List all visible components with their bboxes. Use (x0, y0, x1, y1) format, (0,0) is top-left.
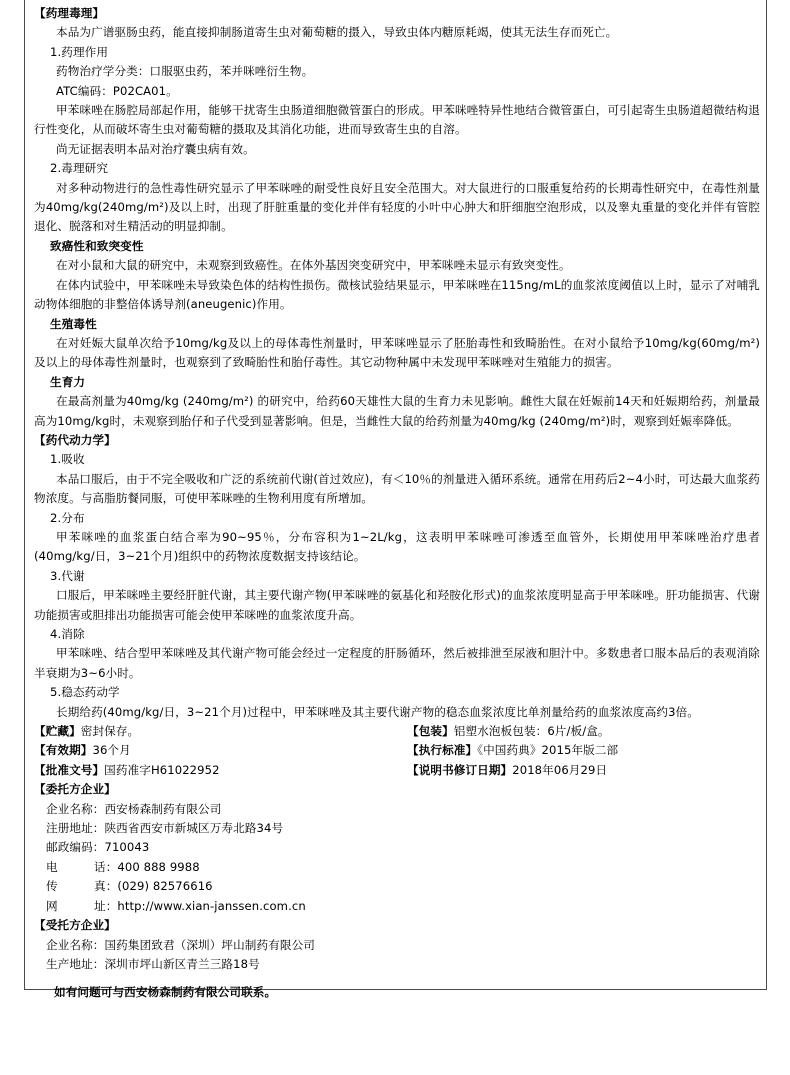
spec-row-approval-revision (34, 761, 760, 780)
entrusting-company-address-value: 陕西省西安市新城区万寿北路34号 (104, 821, 284, 836)
spec-packaging-value: 铝塑水泡板包装：6片/板/盒。 (453, 724, 610, 739)
entrusting-company-fax (34, 877, 760, 896)
spec-shelf-life-value: 36个月 (92, 743, 131, 758)
pharmacological-action-paragraph-3: 甲苯咪唑在肠腔局部起作用，能够干扰寄生虫肠道细胞微管蛋白的形成。甲苯咪唑特异性地结合微管蛋白，可引起寄生虫肠道超微结构退行性变化，从而破坏寄生虫对葡萄糖的摄取及其消化功能，进而导致寄生虫的自溶。 (34, 103, 760, 137)
fertility-paragraph-1: 在最高剂量为40mg/kg (240mg/m²) 的研究中，给药60天雄性大鼠的生育力未见影响。雌性大鼠在妊娠前14天和妊娠期给药，剂量最高为10mg/kg时，未观察到胎仔和子代受到显著影响。但是，当雌性大鼠的给药剂量为40mg/kg (240mg/m²)时，观察到妊娠率降低。 (34, 394, 760, 428)
spec-storage-value: 密封保存。 (80, 724, 140, 739)
subsection-heading-toxicology-research: 2.毒理研究 (50, 161, 109, 176)
entrusting-company-phone (34, 858, 760, 877)
spec-approval-number (34, 761, 397, 780)
subsection-heading-distribution: 2.分布 (50, 510, 85, 525)
entrusting-company-address-label: 注册地址： (46, 821, 105, 836)
spec-shelf-life (34, 741, 397, 760)
spec-storage (34, 722, 397, 741)
entrusted-company-name-label: 企业名称： (46, 937, 105, 952)
pharmacological-action-paragraph-1: 药物治疗学分类：口服驱虫药，苯并咪唑衍生物。 (56, 64, 314, 79)
entrusting-company-postcode-value: 710043 (104, 840, 150, 855)
entrusting-company-phone-value: 400 888 9988 (117, 859, 200, 874)
spec-storage-key: 【贮藏】 (34, 724, 81, 739)
topic-heading-reproductive-toxicity: 生殖毒性 (50, 316, 97, 331)
entrusting-company-postcode-label: 邮政编码： (46, 840, 105, 855)
spec-row-shelflife-standard (34, 741, 760, 760)
spec-packaging-key: 【包装】 (407, 724, 454, 739)
toxicology-research-paragraph-1: 对多种动物进行的急性毒性研究显示了甲苯咪唑的耐受性良好且安全范围大。对大鼠进行的口服重复给药的长期毒性研究中，在毒性剂量为40mg/kg(240mg/m²)及以上时，出现了肝脏重量的变化并伴有轻度的小叶中心肿大和肝细胞空泡形成，以及睾丸重量的变化并伴有管腔退化、脱落和对生精活动的明显抑制。 (34, 180, 760, 234)
carcinogenicity-paragraph-2: 在体内试验中，甲苯咪唑未导致染色体的结构性损伤。微核试验结果显示，甲苯咪唑在115ng/mL的血浆浓度阈值以上时，显示了对哺乳动物体细胞的非整倍体诱导剂(aneugenic)作用。 (34, 277, 760, 312)
entrusting-company-website-separator: 址： (94, 898, 118, 913)
entrusted-company-production-address-value: 深圳市坪山新区青兰三路18号 (104, 956, 260, 971)
spec-approval-number-value: 国药准字H61022952 (104, 762, 220, 777)
subsection-heading-steady-state: 5.稳态药动学 (50, 685, 120, 700)
spec-row-storage-packaging (34, 722, 760, 741)
subsection-heading-pharmacological-action: 1.药理作用 (50, 44, 109, 59)
section-heading-entrusted-company: 【受托方企业】 (34, 918, 116, 933)
entrusting-company-name-value: 西安杨森制药有限公司 (104, 801, 222, 816)
metabolism-paragraph-1: 口服后，甲苯咪唑主要经肝脏代谢，其主要代谢产物(甲苯咪唑的氨基化和羟胺化形式)的血浆浓度明显高于甲苯咪唑。肝功能损害、代谢功能损害或胆排出功能损害可能会使甲苯咪唑的血浆浓度升高。 (34, 588, 760, 622)
entrusting-company-postcode (34, 838, 760, 857)
subsection-heading-absorption: 1.吸收 (50, 452, 85, 467)
distribution-paragraph-1: 甲苯咪唑的血浆蛋白结合率为90~95％，分布容积为1~2L/kg，这表明甲苯咪唑可渗透至血管外，长期使用甲苯咪唑治疗患者(40mg/kg/日，3~21个月)组织中的药物浓度数据支持该结论。 (34, 529, 760, 564)
spec-revision-date-key: 【说明书修订日期】 (407, 762, 513, 777)
spec-shelf-life-key: 【有效期】 (34, 743, 93, 758)
entrusting-company-name-label: 企业名称： (46, 801, 105, 816)
entrusting-company-phone-label: 电 (46, 859, 80, 874)
elimination-paragraph-1: 甲苯咪唑、结合型甲苯咪唑及其代谢产物可能会经过一定程度的肝肠循环，然后被排泄至尿液和胆汁中。多数患者口服本品后的表观消除半衰期为3~6小时。 (34, 646, 760, 680)
entrusting-company-website-value[interactable]: http://www.xian-janssen.com.cn (117, 898, 306, 913)
entrusting-company-website (34, 897, 760, 916)
entrusting-company-address (34, 819, 760, 838)
reproductive-toxicity-paragraph-1: 在对妊娠大鼠单次给予10mg/kg及以上的母体毒性剂量时，甲苯咪唑显示了胚胎毒性和致畸胎性。在对小鼠给予10mg/kg(60mg/m²)及以上的母体毒性剂量时，也观察到了致畸胎性和胎仔毒性。其它动物种属中未发现甲苯咪唑对生殖能力的损害。 (34, 335, 760, 370)
topic-heading-fertility: 生育力 (50, 374, 86, 389)
entrusted-company-production-address (34, 955, 760, 974)
subsection-heading-elimination: 4.消除 (50, 627, 85, 641)
entrusted-company-production-address-label: 生产地址： (46, 956, 105, 971)
entrusting-company-name (34, 800, 760, 819)
entrusting-company-website-label: 网 (46, 898, 80, 913)
topic-heading-carcinogenicity-mutagenicity: 致癌性和致突变性 (50, 238, 144, 253)
insert-text-body (34, 4, 760, 1003)
entrusting-company-fax-label: 传 (46, 879, 80, 894)
subsection-heading-metabolism: 3.代谢 (50, 568, 85, 583)
spec-standard-key: 【执行标准】 (407, 743, 478, 758)
spec-packaging (397, 722, 770, 741)
pharmacological-action-paragraph-4: 尚无证据表明本品对治疗囊虫病有效。 (56, 141, 255, 156)
section-heading-entrusting-company: 【委托方企业】 (34, 782, 116, 797)
pharmacological-action-paragraph-2: ATC编码：P02CA01。 (56, 83, 178, 98)
contact-note: 如有问题可与西安杨森制药有限公司联系。 (54, 985, 277, 1000)
carcinogenicity-paragraph-1: 在对小鼠和大鼠的研究中，未观察到致癌性。在体外基因突变研究中，甲苯咪唑未显示有致突变性。 (56, 258, 571, 273)
spec-revision-date-value: 2018年06月29日 (512, 762, 608, 777)
entrusted-company-name (34, 936, 760, 955)
entrusting-company-fax-value: (029) 82576616 (117, 879, 213, 894)
steady-state-paragraph-1: 长期给药(40mg/kg/日，3~21个月)过程中，甲苯咪唑及其主要代谢产物的稳态血浆浓度比单剂量给药的血浆浓度高约3倍。 (56, 704, 699, 719)
spec-revision-date (397, 761, 770, 780)
section-heading-pharmacology: 【药理毒理】 (34, 6, 105, 20)
spec-approval-number-key: 【批准文号】 (34, 762, 105, 777)
entrusting-company-phone-separator: 话： (94, 859, 118, 874)
section-heading-pharmacokinetics: 【药代动力学】 (34, 432, 116, 447)
pharmacology-intro-paragraph: 本品为广谱驱肠虫药，能直接抑制肠道寄生虫对葡萄糖的摄入，导致虫体内糖原耗竭，使其无法生存而死亡。 (56, 25, 618, 40)
entrusting-company-fax-separator: 真： (94, 879, 118, 894)
entrusted-company-name-value: 国药集团致君（深圳）坪山制药有限公司 (104, 937, 315, 952)
absorption-paragraph-1: 本品口服后，由于不完全吸收和广泛的系统前代谢(首过效应)，有＜10％的剂量进入循环系统。通常在用药后2~4小时，可达最大血浆药物浓度。与高脂肪餐同服，可使甲苯咪唑的生物利用度有所增加。 (34, 471, 760, 506)
spec-standard (397, 741, 770, 760)
spec-standard-value: 《中国药典》2015年版二部 (477, 743, 619, 758)
